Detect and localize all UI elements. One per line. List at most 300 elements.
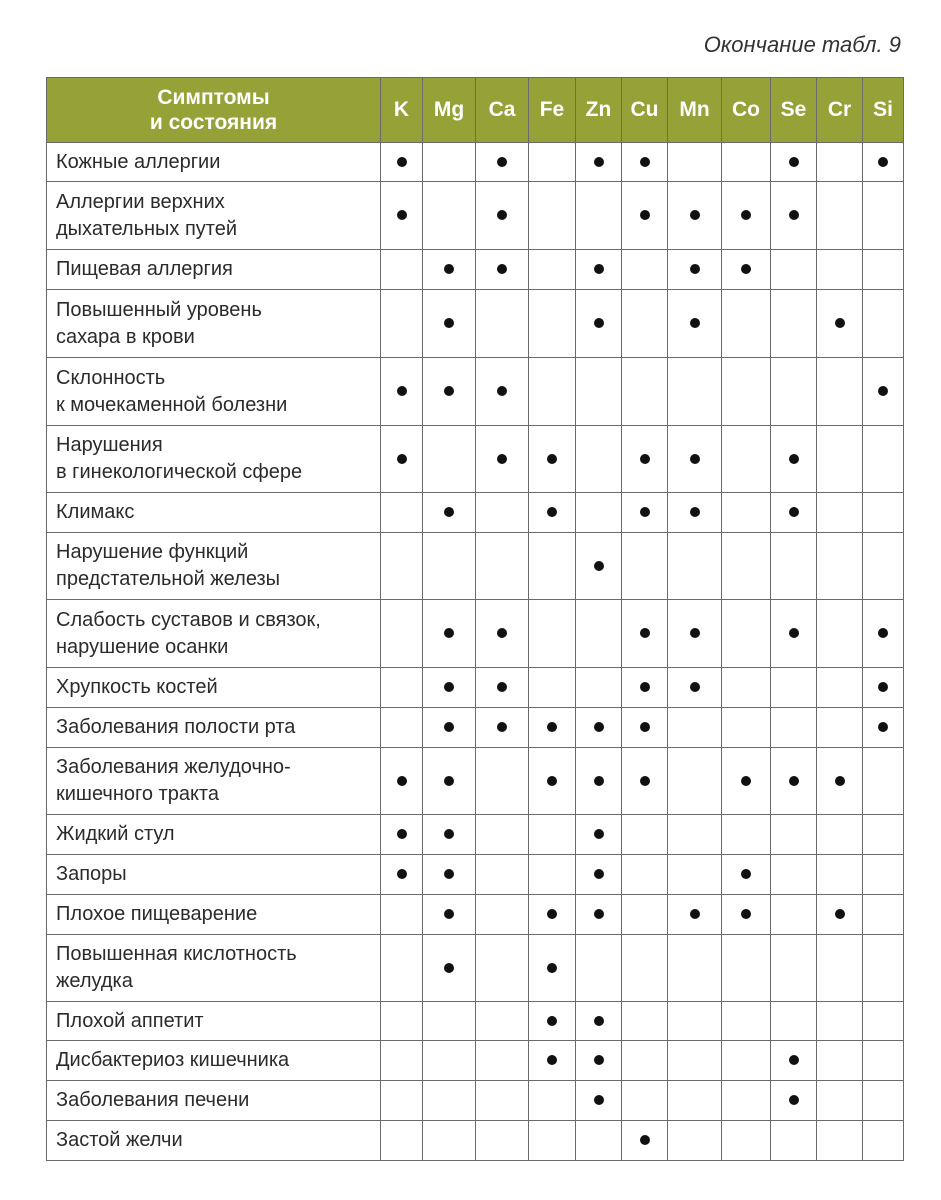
mark-cell — [476, 668, 529, 708]
mark-cell — [381, 600, 423, 668]
symptom-cell — [47, 290, 381, 358]
mark-cell — [529, 493, 576, 533]
mark-cell — [722, 182, 771, 250]
column-header-element: Mn — [668, 78, 722, 143]
mark-cell — [423, 935, 476, 1002]
symptom-cell — [47, 895, 381, 935]
bullet-dot-icon — [594, 1095, 604, 1105]
mark-cell — [817, 935, 863, 1002]
mark-cell — [576, 143, 622, 182]
symptom-text: Склонность — [56, 366, 166, 389]
table-row — [47, 426, 904, 493]
symptom-text: Жидкий стул — [56, 823, 175, 845]
bullet-dot-icon — [547, 507, 557, 517]
table-body — [47, 143, 904, 1161]
mark-cell — [476, 895, 529, 935]
mark-cell — [622, 143, 668, 182]
bullet-dot-icon — [741, 210, 751, 220]
mark-cell — [576, 493, 622, 533]
mark-cell — [476, 143, 529, 182]
mark-cell — [668, 1002, 722, 1041]
mark-cell — [381, 748, 423, 815]
bullet-dot-icon — [835, 318, 845, 328]
mark-cell — [622, 1041, 668, 1081]
column-header-element: Co — [722, 78, 771, 143]
mark-cell — [863, 250, 904, 290]
column-header-element: Cu — [622, 78, 668, 143]
bullet-dot-icon — [690, 507, 700, 517]
symptom-cell — [47, 935, 381, 1002]
bullet-dot-icon — [547, 909, 557, 919]
column-header-element: Zn — [576, 78, 622, 143]
table-row — [47, 290, 904, 358]
bullet-dot-icon — [640, 682, 650, 692]
bullet-dot-icon — [594, 722, 604, 732]
mark-cell — [817, 1002, 863, 1041]
mark-cell — [771, 1041, 817, 1081]
symptom-text: Заболевания полости рта — [56, 716, 296, 738]
symptom-cell — [47, 748, 381, 815]
symptom-cell — [47, 143, 381, 182]
mark-cell — [863, 426, 904, 493]
mark-cell — [476, 708, 529, 748]
mark-cell — [622, 748, 668, 815]
symptom-text: к мочекаменной болезни — [56, 393, 288, 416]
mark-cell — [771, 1002, 817, 1041]
mark-cell — [381, 895, 423, 935]
symptom-text: Запоры — [56, 863, 127, 885]
symptoms-elements-table — [46, 77, 904, 1161]
mark-cell — [529, 533, 576, 600]
mark-cell — [668, 815, 722, 855]
mark-cell — [863, 143, 904, 182]
mark-cell — [423, 1081, 476, 1121]
bullet-dot-icon — [690, 682, 700, 692]
bullet-dot-icon — [789, 628, 799, 638]
mark-cell — [423, 182, 476, 250]
mark-cell — [771, 182, 817, 250]
mark-cell — [529, 1041, 576, 1081]
mark-cell — [668, 708, 722, 748]
mark-cell — [476, 250, 529, 290]
mark-cell — [381, 708, 423, 748]
bullet-dot-icon — [640, 454, 650, 464]
mark-cell — [622, 426, 668, 493]
mark-cell — [722, 1081, 771, 1121]
bullet-dot-icon — [444, 682, 454, 692]
mark-cell — [817, 748, 863, 815]
bullet-dot-icon — [594, 318, 604, 328]
mark-cell — [423, 855, 476, 895]
mark-cell — [423, 250, 476, 290]
bullet-dot-icon — [444, 829, 454, 839]
mark-cell — [381, 668, 423, 708]
bullet-dot-icon — [444, 722, 454, 732]
mark-cell — [576, 815, 622, 855]
mark-cell — [622, 358, 668, 426]
mark-cell — [423, 493, 476, 533]
mark-cell — [423, 668, 476, 708]
symptom-text: Слабость суставов и связок, — [56, 608, 321, 631]
mark-cell — [381, 143, 423, 182]
column-header-symptoms-line: и состояния — [149, 111, 278, 134]
bullet-dot-icon — [497, 157, 507, 167]
mark-cell — [722, 250, 771, 290]
bullet-dot-icon — [444, 386, 454, 396]
mark-cell — [381, 358, 423, 426]
mark-cell — [529, 600, 576, 668]
bullet-dot-icon — [444, 869, 454, 879]
mark-cell — [476, 935, 529, 1002]
bullet-dot-icon — [497, 454, 507, 464]
mark-cell — [576, 708, 622, 748]
mark-cell — [668, 250, 722, 290]
column-header-symptoms — [47, 78, 381, 143]
table-row — [47, 1002, 904, 1041]
mark-cell — [722, 708, 771, 748]
bullet-dot-icon — [444, 963, 454, 973]
mark-cell — [529, 182, 576, 250]
symptom-text: Заболевания печени — [56, 1089, 250, 1111]
mark-cell — [771, 533, 817, 600]
mark-cell — [423, 1121, 476, 1161]
symptom-cell — [47, 493, 381, 533]
mark-cell — [529, 1002, 576, 1041]
mark-cell — [529, 708, 576, 748]
mark-cell — [476, 600, 529, 668]
mark-cell — [668, 182, 722, 250]
mark-cell — [771, 748, 817, 815]
mark-cell — [668, 533, 722, 600]
mark-cell — [529, 426, 576, 493]
mark-cell — [576, 533, 622, 600]
column-header-element: K — [381, 78, 423, 143]
bullet-dot-icon — [741, 909, 751, 919]
mark-cell — [529, 250, 576, 290]
table-caption: Окончание табл. 9 — [703, 32, 901, 57]
bullet-dot-icon — [741, 776, 751, 786]
mark-cell — [529, 290, 576, 358]
bullet-dot-icon — [690, 909, 700, 919]
mark-cell — [622, 290, 668, 358]
column-header-element: Se — [771, 78, 817, 143]
bullet-dot-icon — [547, 722, 557, 732]
mark-cell — [771, 1121, 817, 1161]
mark-cell — [529, 748, 576, 815]
bullet-dot-icon — [397, 157, 407, 167]
bullet-dot-icon — [397, 869, 407, 879]
mark-cell — [381, 533, 423, 600]
mark-cell — [722, 668, 771, 708]
table-row — [47, 358, 904, 426]
symptom-cell — [47, 855, 381, 895]
mark-cell — [863, 1041, 904, 1081]
mark-cell — [423, 426, 476, 493]
mark-cell — [423, 600, 476, 668]
mark-cell — [817, 708, 863, 748]
bullet-dot-icon — [397, 386, 407, 396]
mark-cell — [529, 815, 576, 855]
mark-cell — [771, 815, 817, 855]
mark-cell — [722, 358, 771, 426]
mark-cell — [476, 533, 529, 600]
mark-cell — [576, 855, 622, 895]
mark-cell — [817, 1121, 863, 1161]
bullet-dot-icon — [397, 829, 407, 839]
column-header-element: Si — [863, 78, 904, 143]
mark-cell — [722, 1041, 771, 1081]
bullet-dot-icon — [640, 507, 650, 517]
mark-cell — [722, 895, 771, 935]
mark-cell — [722, 426, 771, 493]
symptom-cell — [47, 426, 381, 493]
mark-cell — [863, 182, 904, 250]
bullet-dot-icon — [789, 507, 799, 517]
mark-cell — [722, 600, 771, 668]
column-header-element: Ca — [476, 78, 529, 143]
symptom-text: Плохое пищеварение — [56, 903, 258, 925]
bullet-dot-icon — [497, 386, 507, 396]
mark-cell — [381, 1041, 423, 1081]
mark-cell — [529, 855, 576, 895]
bullet-dot-icon — [690, 210, 700, 220]
mark-cell — [668, 1081, 722, 1121]
symptom-text: Аллергии верхних — [56, 190, 225, 213]
mark-cell — [576, 1041, 622, 1081]
mark-cell — [476, 1002, 529, 1041]
bullet-dot-icon — [690, 318, 700, 328]
mark-cell — [476, 1121, 529, 1161]
symptom-text: Хрупкость костей — [56, 676, 218, 698]
mark-cell — [722, 290, 771, 358]
table-row — [47, 1081, 904, 1121]
mark-cell — [529, 668, 576, 708]
mark-cell — [622, 250, 668, 290]
symptom-cell — [47, 250, 381, 290]
symptom-text: кишечного тракта — [56, 783, 219, 805]
symptom-text: Нарушения — [56, 434, 163, 456]
mark-cell — [423, 815, 476, 855]
mark-cell — [863, 895, 904, 935]
bullet-dot-icon — [640, 722, 650, 732]
bullet-dot-icon — [878, 386, 888, 396]
mark-cell — [771, 855, 817, 895]
bullet-dot-icon — [547, 454, 557, 464]
bullet-dot-icon — [594, 1055, 604, 1065]
symptom-text: Застой желчи — [56, 1129, 183, 1151]
bullet-dot-icon — [497, 264, 507, 274]
mark-cell — [529, 1081, 576, 1121]
mark-cell — [576, 182, 622, 250]
bullet-dot-icon — [497, 722, 507, 732]
symptom-text: Нарушение функций — [56, 541, 249, 563]
bullet-dot-icon — [594, 829, 604, 839]
mark-cell — [817, 493, 863, 533]
mark-cell — [381, 182, 423, 250]
bullet-dot-icon — [547, 1055, 557, 1065]
mark-cell — [668, 855, 722, 895]
bullet-dot-icon — [594, 157, 604, 167]
mark-cell — [381, 426, 423, 493]
mark-cell — [576, 358, 622, 426]
mark-cell — [668, 748, 722, 815]
mark-cell — [722, 1002, 771, 1041]
mark-cell — [576, 426, 622, 493]
bullet-dot-icon — [497, 210, 507, 220]
mark-cell — [817, 426, 863, 493]
symptom-text: сахара в крови — [56, 325, 195, 348]
mark-cell — [622, 182, 668, 250]
bullet-dot-icon — [878, 628, 888, 638]
mark-cell — [381, 935, 423, 1002]
mark-cell — [622, 815, 668, 855]
mark-cell — [576, 290, 622, 358]
bullet-dot-icon — [878, 157, 888, 167]
bullet-dot-icon — [397, 454, 407, 464]
symptom-cell — [47, 533, 381, 600]
mark-cell — [423, 1041, 476, 1081]
mark-cell — [576, 895, 622, 935]
mark-cell — [576, 1081, 622, 1121]
symptom-cell — [47, 1121, 381, 1161]
mark-cell — [476, 815, 529, 855]
bullet-dot-icon — [789, 454, 799, 464]
mark-cell — [722, 935, 771, 1002]
mark-cell — [863, 1002, 904, 1041]
mark-cell — [722, 143, 771, 182]
mark-cell — [423, 358, 476, 426]
bullet-dot-icon — [640, 776, 650, 786]
mark-cell — [476, 1081, 529, 1121]
mark-cell — [771, 708, 817, 748]
bullet-dot-icon — [444, 628, 454, 638]
mark-cell — [771, 1081, 817, 1121]
table-row — [47, 855, 904, 895]
bullet-dot-icon — [594, 264, 604, 274]
mark-cell — [817, 855, 863, 895]
table-row — [47, 182, 904, 250]
bullet-dot-icon — [835, 776, 845, 786]
mark-cell — [817, 600, 863, 668]
mark-cell — [381, 1081, 423, 1121]
symptom-text: дыхательных путей — [56, 217, 238, 240]
mark-cell — [476, 855, 529, 895]
mark-cell — [817, 895, 863, 935]
mark-cell — [622, 708, 668, 748]
mark-cell — [817, 182, 863, 250]
mark-cell — [381, 1002, 423, 1041]
bullet-dot-icon — [497, 682, 507, 692]
bullet-dot-icon — [690, 264, 700, 274]
mark-cell — [423, 290, 476, 358]
mark-cell — [576, 600, 622, 668]
symptom-cell — [47, 668, 381, 708]
column-header-element: Cr — [817, 78, 863, 143]
mark-cell — [722, 493, 771, 533]
bullet-dot-icon — [789, 157, 799, 167]
bullet-dot-icon — [878, 722, 888, 732]
mark-cell — [863, 533, 904, 600]
mark-cell — [817, 358, 863, 426]
mark-cell — [668, 426, 722, 493]
mark-cell — [423, 895, 476, 935]
mark-cell — [771, 935, 817, 1002]
bullet-dot-icon — [594, 1016, 604, 1026]
mark-cell — [668, 290, 722, 358]
mark-cell — [622, 668, 668, 708]
mark-cell — [381, 855, 423, 895]
mark-cell — [423, 143, 476, 182]
bullet-dot-icon — [690, 454, 700, 464]
mark-cell — [576, 1002, 622, 1041]
symptom-cell — [47, 815, 381, 855]
table-row — [47, 493, 904, 533]
table-row — [47, 815, 904, 855]
mark-cell — [476, 182, 529, 250]
mark-cell — [668, 143, 722, 182]
mark-cell — [863, 935, 904, 1002]
symptom-cell — [47, 182, 381, 250]
mark-cell — [722, 1121, 771, 1161]
table-row — [47, 748, 904, 815]
bullet-dot-icon — [594, 909, 604, 919]
mark-cell — [381, 493, 423, 533]
table-row — [47, 533, 904, 600]
mark-cell — [771, 290, 817, 358]
symptom-cell — [47, 1081, 381, 1121]
mark-cell — [817, 290, 863, 358]
symptom-text: в гинекологической сфере — [56, 461, 303, 483]
bullet-dot-icon — [690, 628, 700, 638]
mark-cell — [576, 935, 622, 1002]
mark-cell — [771, 895, 817, 935]
mark-cell — [863, 358, 904, 426]
symptom-cell — [47, 600, 381, 668]
mark-cell — [622, 935, 668, 1002]
symptom-text: предстательной железы — [56, 568, 281, 590]
mark-cell — [817, 1041, 863, 1081]
mark-cell — [668, 358, 722, 426]
mark-cell — [668, 895, 722, 935]
mark-cell — [668, 493, 722, 533]
bullet-dot-icon — [444, 264, 454, 274]
table-row — [47, 935, 904, 1002]
bullet-dot-icon — [878, 682, 888, 692]
column-header-element: Fe — [529, 78, 576, 143]
mark-cell — [622, 855, 668, 895]
symptom-cell — [47, 1041, 381, 1081]
mark-cell — [863, 815, 904, 855]
mark-cell — [863, 748, 904, 815]
mark-cell — [817, 1081, 863, 1121]
mark-cell — [622, 533, 668, 600]
mark-cell — [576, 1121, 622, 1161]
bullet-dot-icon — [741, 264, 751, 274]
bullet-dot-icon — [444, 776, 454, 786]
mark-cell — [722, 533, 771, 600]
bullet-dot-icon — [594, 776, 604, 786]
mark-cell — [817, 533, 863, 600]
mark-cell — [476, 290, 529, 358]
bullet-dot-icon — [594, 561, 604, 571]
bullet-dot-icon — [640, 157, 650, 167]
bullet-dot-icon — [444, 318, 454, 328]
bullet-dot-icon — [789, 1095, 799, 1105]
mark-cell — [817, 250, 863, 290]
mark-cell — [863, 708, 904, 748]
mark-cell — [381, 250, 423, 290]
mark-cell — [529, 143, 576, 182]
